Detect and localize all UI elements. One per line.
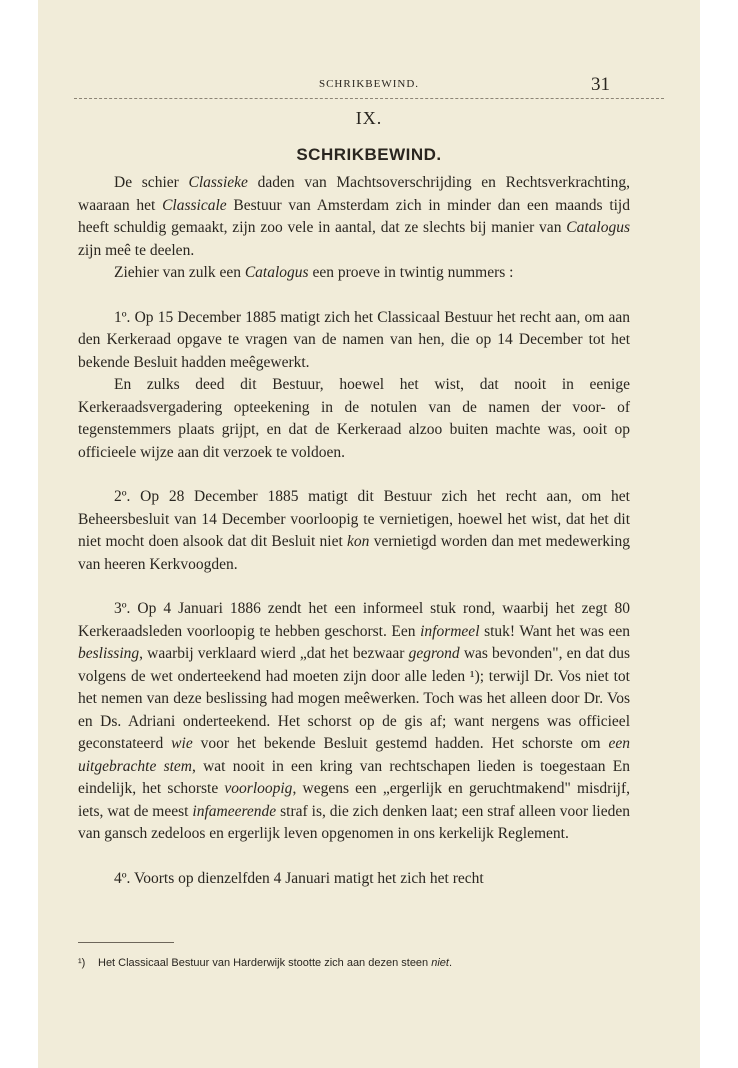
paragraph-item-2 [78,486,630,576]
paragraph-item-3 [78,598,630,846]
book-page [38,0,700,1068]
running-head [74,76,664,100]
paragraph-text: , wat nooit in een kring van rechtschapen lieden is toegestaan En eindelijk, het schorste [78,757,630,797]
running-title: SCHRIKBEWIND. [318,78,420,90]
italic-text: beslissing [78,645,140,662]
paragraph-text: straf is, die zich denken laat; een straf alleen voor lieden van gansch zedeloos en ergerlijk leven opgenomen in ons kerkelijk Reglement. [78,802,630,842]
paragraph-item-4 [78,868,630,891]
paragraph-text: , wegens een „ergerlijk en geruchtmakend" misdrijf, iets, wat de meest [78,780,630,820]
paragraph-text: voor het bekende Besluit gestemd hadden. Het schorste om [192,735,609,752]
italic-text: kon [347,533,370,550]
italic-text: wie [171,735,193,752]
italic-text: infameerende [192,802,277,820]
footnote-text-end: . [448,957,453,969]
footnote-emphasis: niet [431,957,449,969]
footnote [78,955,638,971]
paragraph-text: De schier [114,174,189,191]
paragraph-text: daden van Machtsoverschrijding en Rechtsverkrachting, waaraan het [78,174,630,214]
italic-text: voorloopig [224,780,293,797]
chapter-numeral: IX. [355,108,383,128]
italic-text: gegrond [408,645,460,662]
italic-text: Catalogus [566,219,630,236]
footnote-rule [78,942,174,943]
paragraph-item-1 [78,307,630,375]
body-text [78,172,630,890]
italic-text: een uitgebrachte stem [78,735,630,775]
paragraph-text: was bevonden", en dat dus volgens de wet onderteekend had moeten zijn door alle leden [78,645,630,685]
page-number: 31 [591,74,610,95]
italic-text: Classicale [162,196,227,214]
chapter-title: SCHRIKBEWIND. [296,145,442,164]
paragraph-intro-2 [78,262,630,285]
paragraph-text: 3º. Op 4 Januari 1886 zendt het een informeel stuk rond, waarbij het zegt 80 Kerkeraadsleden voorloopig te hebben geschorst. Een [78,600,630,640]
italic-text: informeel [420,622,480,640]
paragraph-text: , waarbij verklaard wierd „dat het bezwaar [139,645,409,662]
paragraph-text: En zulks deed dit Bestuur, hoewel het wist, dat nooit in eenige Kerkeraadsvergadering opteekening in de notulen van de namen der voor- of tegenstemmers plaats grijpt, en dat de Kerkeraad alzoo buiten machte was, ooit op officieele wijze aan dit verzoek te voldoen. [78,376,630,461]
paragraph-text: 2º. Op 28 December 1885 matigt dit Bestuur zich het recht aan, om het Beheersbesluit van 14 December voorloopig te vernietigen, hoewel het wist, dat het dit niet mocht doen alsook dat dit Besluit niet [78,488,630,550]
header-rule [74,98,664,99]
paragraph-text: een proeve in twintig nummers : [308,264,514,281]
paragraph-text: Ziehier van zulk een [114,264,245,281]
paragraph-text: ); terwijl Dr. Vos niet tot het nemen van deze beslissing had mogen meêwerken. Toch was het alleen door Dr. Vos en Ds. Adriani onderteekend. Het schorst op de gis af; want nergens was officieel geconstateerd [78,667,630,752]
paragraph-text: Bestuur van Amsterdam zich in minder dan een maands tijd heeft schuldig gemaakt, zijn zoo vele in aantal, dat ze slechts bij manier van [78,196,630,236]
paragraph-text: ¹ [469,667,475,685]
footnote-marker: ¹) [78,957,86,969]
italic-text: Classieke [188,174,248,191]
italic-text: Catalogus [244,264,309,281]
paragraph-intro [78,172,630,262]
footnote-text: Het Classicaal Bestuur van Harderwijk stootte zich aan dezen steen [98,957,432,969]
paragraph-item-1b [78,374,630,464]
paragraph-text: 1º. Op 15 December 1885 matigt zich het Classicaal Bestuur het recht aan, om aan den Kerkeraad opgave te vragen van de namen van hen, die op 14 December tot het bekende Besluit hadden meêgewerkt. [78,308,630,371]
paragraph-text: stuk! Want het was een [479,622,630,640]
paragraph-text: 4º. Voorts op dienzelfden 4 Januari matigt het zich het recht [114,869,484,887]
paragraph-text: zijn meê te deelen. [78,241,195,259]
paragraph-text: vernietigd worden dan met medewerking van heeren Kerkvoogden. [78,533,630,573]
